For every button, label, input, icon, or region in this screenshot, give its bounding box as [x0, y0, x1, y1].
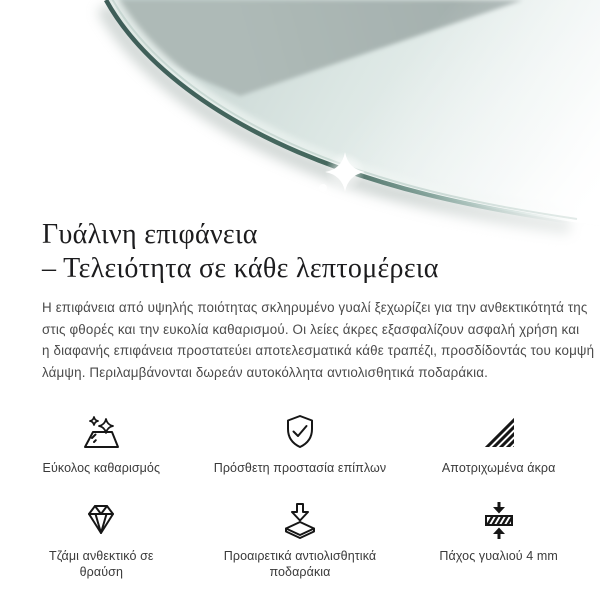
feature-furniture-protection — [201, 410, 400, 476]
feature-glass-thickness — [399, 498, 598, 580]
description-line: Η επιφάνεια από υψηλής ποιότητας σκληρυμένο γυαλί ξεχωρίζει για την ανθεκτικότητά της — [42, 300, 588, 315]
shield-check-icon — [277, 410, 323, 456]
feature-shatter-resistant — [2, 498, 201, 580]
feature-label: Πάχος γυαλιού 4 mm — [439, 549, 558, 563]
feature-easy-cleaning — [2, 410, 201, 476]
feature-label: Εύκολος καθαρισμός — [42, 461, 161, 475]
description-paragraph — [42, 297, 595, 383]
feature-label: Τζάμι ανθεκτικό σε θραύση — [49, 549, 154, 579]
feature-grid — [2, 410, 598, 580]
feature-polished-edges — [399, 410, 598, 476]
page-title — [42, 218, 439, 286]
sparkle-surface-icon — [78, 410, 124, 456]
pad-down-arrow-icon — [277, 498, 323, 544]
feature-label: Πρόσθετη προστασία επίπλων — [213, 461, 387, 475]
glass-thickness-icon — [476, 498, 522, 544]
feature-label: Προαιρετικά αντιολισθητικά ποδαράκια — [223, 549, 377, 579]
feature-antislip-feet — [201, 498, 400, 580]
page-title-line-1: Γυάλινη επιφάνεια — [42, 219, 258, 250]
feature-label: Αποτριχωμένα άκρα — [441, 461, 556, 475]
diamond-icon — [78, 498, 124, 544]
description-line: η διαφανής επιφάνεια προστατεύει αποτελεσματικά κάθε τραπέζι, προσδίδοντάς του κομψή — [42, 343, 595, 358]
description-line: λάμψη. Περιλαμβάνονται δωρεάν αυτοκόλλητα αντιολισθητικά ποδαράκια. — [42, 364, 488, 380]
page-title-line-2: – Τελειότητα σε κάθε λεπτομέρεια — [42, 253, 439, 284]
hatched-edge-icon — [476, 410, 522, 456]
description-line: στις φθορές και την ευκολία καθαρισμού. Οι λείες άκρες εξασφαλίζουν ασφαλή χρήση και — [42, 321, 580, 337]
